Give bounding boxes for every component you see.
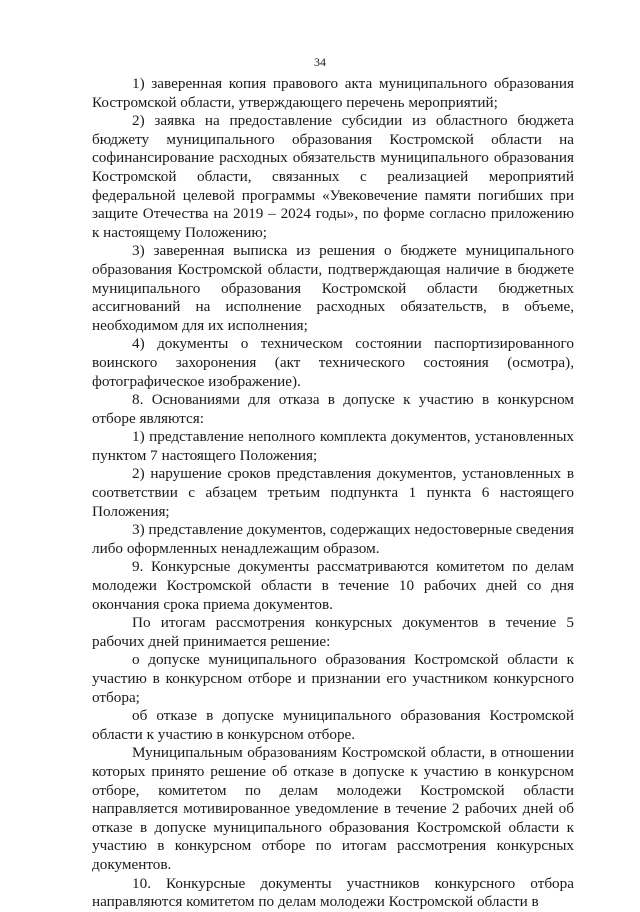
paragraph-13: Муниципальным образованиям Костромской области, в отношении которых принято решение об отказе в допуске к участию в конкурсном отборе, комитетом по делам молодежи Костромской области направляется мотивированное уведомление в течение 2 рабочих дней об отказе в допуске муниципального образования Костромской области к участию в конкурсном отборе по итогам рассмотрения конкурсных документов. bbox=[92, 744, 574, 873]
paragraph-5: 8. Основаниями для отказа в допуске к участию в конкурсном отборе являются: bbox=[92, 391, 574, 427]
paragraph-6: 1) представление неполного комплекта документов, установленных пунктом 7 настоящего Положения; bbox=[92, 428, 574, 464]
paragraph-12: об отказе в допуске муниципального образования Костромской области к участию в конкурсном отборе. bbox=[92, 707, 574, 743]
paragraph-9: 9. Конкурсные документы рассматриваются комитетом по делам молодежи Костромской области в течение 10 рабочих дней со дня окончания срока приема документов. bbox=[92, 558, 574, 613]
document-body bbox=[92, 75, 574, 912]
paragraph-11: о допуске муниципального образования Костромской области к участию в конкурсном отборе и признании его участником конкурсного отбора; bbox=[92, 651, 574, 706]
paragraph-8: 3) представление документов, содержащих недостоверные сведения либо оформленных ненадлежащим образом. bbox=[92, 521, 574, 557]
paragraph-7: 2) нарушение сроков представления документов, установленных в соответствии с абзацем третьим подпункта 1 пункта 6 настоящего Положения; bbox=[92, 465, 574, 520]
page-number: 34 bbox=[314, 55, 326, 69]
paragraph-10: По итогам рассмотрения конкурсных документов в течение 5 рабочих дней принимается решение: bbox=[92, 614, 574, 650]
paragraph-14: 10. Конкурсные документы участников конкурсного отбора направляются комитетом по делам молодежи Костромской области в bbox=[92, 874, 574, 911]
paragraph-1: 1) заверенная копия правового акта муниципального образования Костромской области, утверждающего перечень мероприятий; bbox=[92, 75, 574, 111]
paragraph-4: 4) документы о техническом состоянии паспортизированного воинского захоронения (акт технического состояния (осмотра), фотографическое изображение). bbox=[92, 335, 574, 390]
paragraph-3: 3) заверенная выписка из решения о бюджете муниципального образования Костромской области, подтверждающая наличие в бюджете муниципального образования Костромской области бюджетных ассигнований на исполнение расходных обязательств, в объеме, необходимом для их исполнения; bbox=[92, 242, 574, 334]
paragraph-2: 2) заявка на предоставление субсидии из областного бюджета бюджету муниципального образования Костромской области на софинансирование расходных обязательств муниципального образования Костромской области, связанных с реализацией мероприятий федеральной целевой программы «Увековечение памяти погибших при защите Отечества на 2019 – 2024 годы», по форме согласно приложению к настоящему Положению; bbox=[92, 112, 574, 241]
